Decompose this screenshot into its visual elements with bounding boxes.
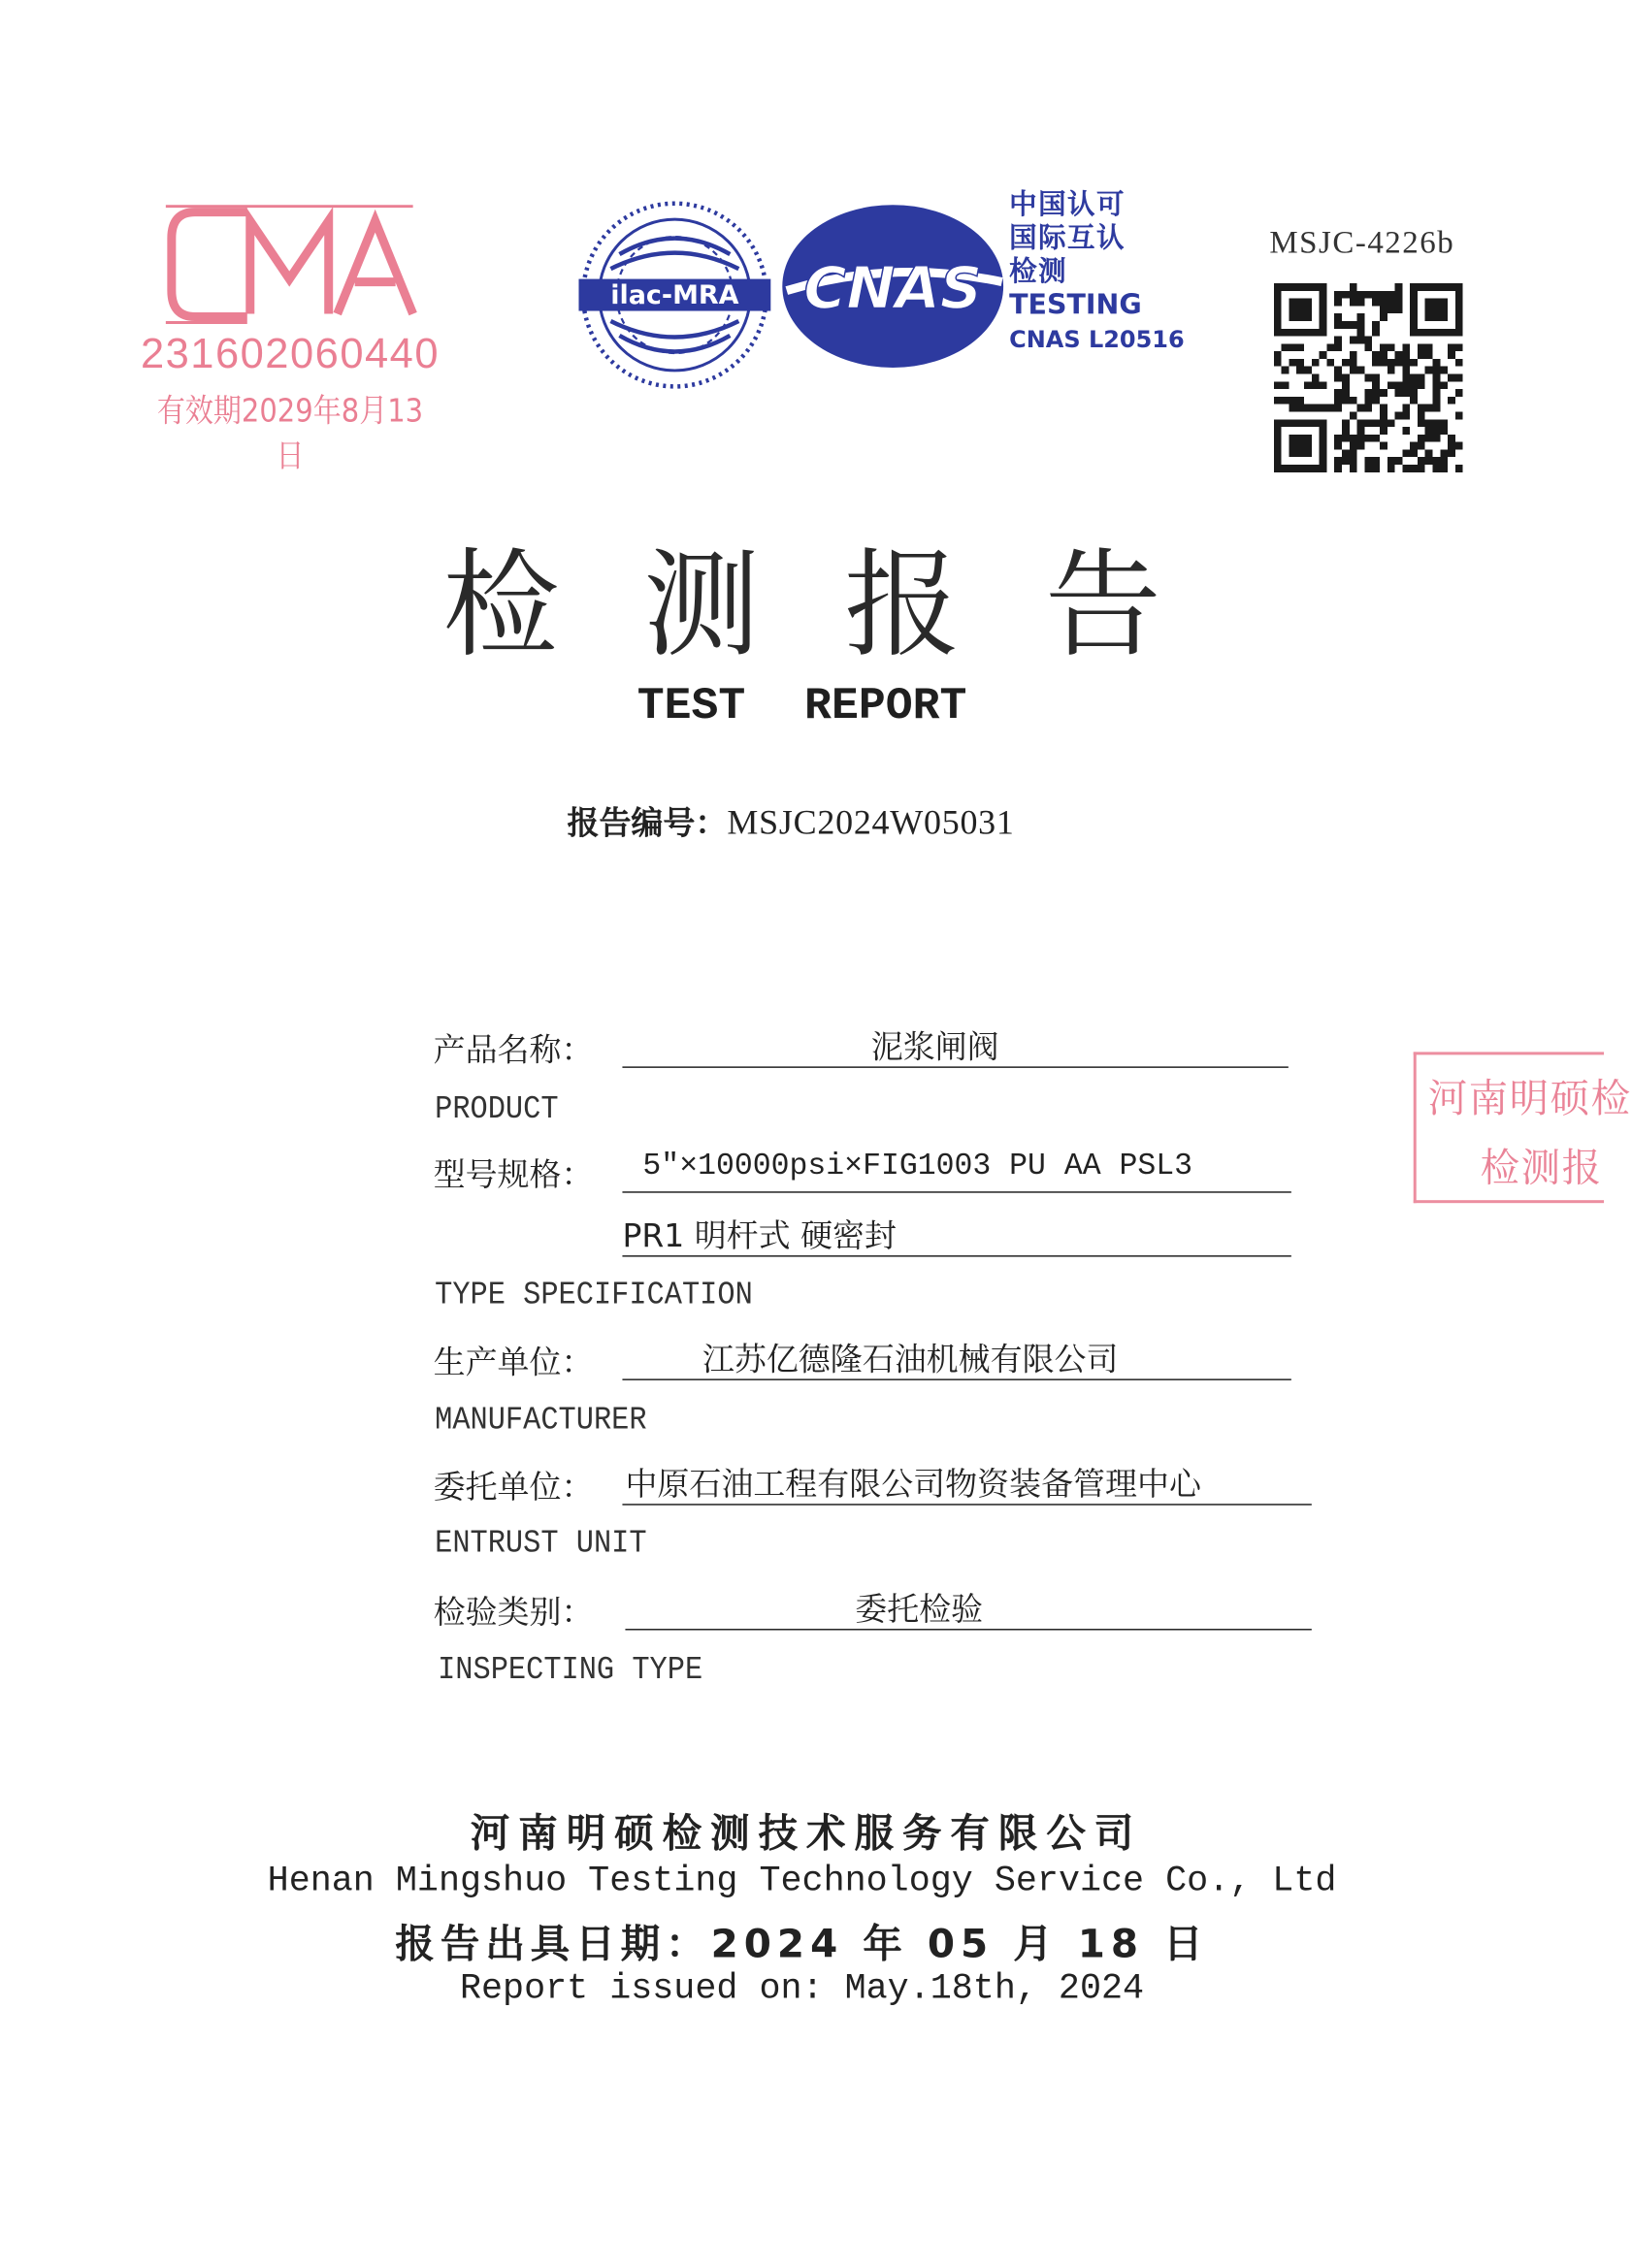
issue-date-en: Report issued on: May.18th, 2024 xyxy=(459,1970,1145,2010)
cma-seal xyxy=(134,201,446,475)
inspecting-type-label: 检验类别： xyxy=(433,1595,594,1633)
page-title-en: TEST REPORT xyxy=(636,681,967,732)
edge-seal-line-1: 河南明硕检 xyxy=(1427,1076,1632,1122)
type-spec-label-en: TYPE SPECIFICATION xyxy=(435,1277,753,1314)
type-spec-field-line-1 xyxy=(622,1148,1290,1192)
type-spec-value-line-2: PR1 明杆式 硬密封 xyxy=(622,1218,898,1256)
issue-date: 报告出具日期：2024 年 05 月 18 日 xyxy=(395,1922,1209,1968)
product-label-en: PRODUCT xyxy=(435,1090,559,1128)
type-spec-value-line-1: 5″×10000psi×FIG1003 PU AA PSL3 xyxy=(642,1150,1193,1184)
manufacturer-label-en: MANUFACTURER xyxy=(435,1402,647,1439)
cma-validity: 有效期2029年8月13日 xyxy=(156,393,424,475)
type-spec-label: 型号规格： xyxy=(433,1157,594,1195)
report-number-label: 报告编号： xyxy=(567,806,728,843)
inspecting-type-field xyxy=(625,1585,1311,1630)
company-name: 河南明硕检测技术服务有限公司 xyxy=(470,1811,1143,1858)
entrust-unit-label: 委托单位： xyxy=(433,1470,594,1507)
inspecting-type-value: 委托检验 xyxy=(855,1592,984,1630)
product-field xyxy=(622,1022,1288,1067)
ilac-text: ilac-MRA xyxy=(610,280,739,311)
cnas-text-block xyxy=(1009,189,1213,356)
form-code: MSJC-4226b xyxy=(1269,223,1455,261)
cnas-code: CNAS L20516 xyxy=(1009,325,1185,353)
inspecting-type-label-en: INSPECTING TYPE xyxy=(438,1651,703,1689)
type-spec-field-line-2 xyxy=(622,1212,1290,1256)
cnas-line-2: 国际互认 xyxy=(1009,222,1126,255)
cnas-line-3: 检测 xyxy=(1009,255,1068,288)
cnas-line-4: TESTING xyxy=(1009,289,1142,322)
product-value: 泥浆闸阀 xyxy=(870,1029,999,1067)
ilac-mra-logo-icon xyxy=(575,196,773,394)
manufacturer-field xyxy=(622,1335,1290,1379)
cnas-mark: CNAS xyxy=(803,254,983,323)
cma-mark-icon xyxy=(160,201,419,329)
company-seal-partial xyxy=(1414,1052,1632,1203)
report-number-value: MSJC2024W05031 xyxy=(727,804,1015,843)
manufacturer-value: 江苏亿德隆石油机械有限公司 xyxy=(702,1342,1119,1379)
entrust-unit-field xyxy=(622,1460,1311,1505)
manufacturer-label: 生产单位： xyxy=(433,1345,594,1382)
product-label: 产品名称： xyxy=(433,1032,594,1070)
cma-number: 231602060440 xyxy=(140,331,441,378)
qr-code-icon[interactable] xyxy=(1274,283,1463,472)
entrust-unit-label-en: ENTRUST UNIT xyxy=(435,1525,647,1563)
cnas-logo-icon xyxy=(775,201,1011,373)
report-number xyxy=(567,799,1014,844)
company-name-en: Henan Mingshuo Testing Technology Service Co., Ltd xyxy=(267,1863,1337,1902)
cnas-line-1: 中国认可 xyxy=(1009,188,1126,221)
page-title: 检测报告 xyxy=(442,537,1246,673)
edge-seal-line-2: 检测报 xyxy=(1480,1146,1603,1192)
entrust-unit-value: 中原石油工程有限公司物资装备管理中心 xyxy=(625,1467,1201,1505)
